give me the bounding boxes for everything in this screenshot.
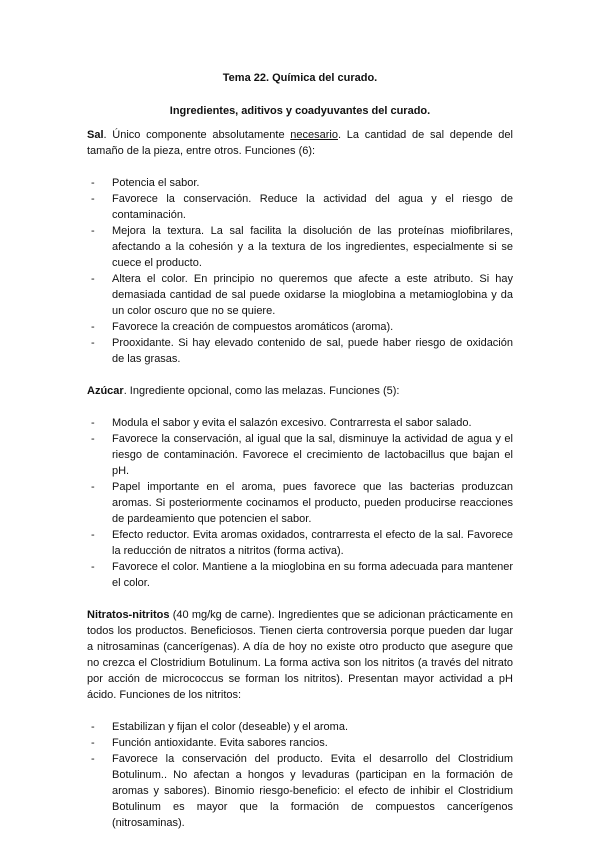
list-item-text: Estabilizan y fijan el color (deseable) y el aroma. xyxy=(112,721,349,733)
list-item xyxy=(87,751,513,831)
list-item xyxy=(87,191,513,223)
document-subtitle: Ingredientes, aditivos y coadyuvantes del curado. xyxy=(169,105,431,117)
bullet-dash: - xyxy=(91,529,95,541)
list-item xyxy=(87,479,513,527)
bullet-dash: - xyxy=(91,273,95,285)
list-item xyxy=(87,735,513,751)
list-item-text: Modula el sabor y evita el salazón excesivo. Contrarresta el sabor salado. xyxy=(112,417,472,429)
nitritos-functions-list xyxy=(87,719,513,831)
bullet-dash: - xyxy=(91,177,95,189)
list-item-text: Favorece la conservación. Reduce la actividad del agua y el riesgo de contaminación. xyxy=(112,193,513,221)
section-heading: Nitratos-nitritos xyxy=(87,609,170,621)
list-item-text: Altera el color. En principio no queremos que afecte a este atributo. Si hay demasiada cantidad de sal puede oxidarse la mioglobina a metamioglobina y da un color oscuro que no se quiere. xyxy=(112,273,513,317)
list-item xyxy=(87,223,513,271)
sal-functions-list xyxy=(87,175,513,367)
bullet-dash: - xyxy=(91,753,95,765)
section-heading: Sal xyxy=(87,129,104,141)
bullet-dash: - xyxy=(91,481,95,493)
underlined-text: necesario xyxy=(290,129,338,141)
list-item-text: Mejora la textura. La sal facilita la disolución de las proteínas miofibrilares, afectando a la cohesión y a la textura de los ingredientes, especialmente si se cuece el producto. xyxy=(112,225,513,269)
azucar-functions-list xyxy=(87,415,513,591)
intro-text: (40 mg/kg de carne). Ingredientes que se adicionan prácticamente en todos los productos. Beneficiosos. Tienen cierta controversia porque pueden dar lugar a nitrosaminas (cancerígenas). A día de hoy no existe otro producto que asegure que no crezca el Clostridium Botulinum. La forma activa son los nitritos (a través del nitrato por acción de micrococcus se forman los nitritos). Presentan mayor actividad a pH ácido. Funciones de los nitritos: xyxy=(87,609,513,701)
bullet-dash: - xyxy=(91,417,95,429)
list-item xyxy=(87,527,513,559)
list-item xyxy=(87,431,513,479)
intro-text: . La cantidad de sal depende del tamaño de la pieza, entre otros. Funciones (6): xyxy=(87,129,513,157)
list-item xyxy=(87,175,513,191)
list-item-text: Favorece el color. Mantiene a la mioglobina en su forma adecuada para mantener el color. xyxy=(112,561,513,589)
list-item xyxy=(87,559,513,591)
bullet-dash: - xyxy=(91,225,95,237)
document-title: Tema 22. Química del curado. xyxy=(222,72,378,84)
list-item-text: Papel importante en el aroma, pues favorece que las bacterias produzcan aromas. Si posteriormente cocinamos el producto, pueden producirse reacciones de pardeamiento que potencien el sabor. xyxy=(112,481,513,525)
list-item-text: Función antioxidante. Evita sabores rancios. xyxy=(112,737,328,749)
section-heading: Azúcar xyxy=(87,385,124,397)
section-sal-intro xyxy=(87,127,513,159)
list-item xyxy=(87,335,513,367)
list-item xyxy=(87,319,513,335)
list-item-text: Potencia el sabor. xyxy=(112,177,200,189)
list-item-text: Favorece la conservación del producto. Evita el desarrollo del Clostridium Botulinum.. No afectan a hongos y levaduras (participan en la formación de aromas y sabores). Binomio riesgo-beneficio: el efecto de inhibir el Clostridium Botulinum es mayor que la formación de compuestos cancerígenos (nitrosaminas). xyxy=(112,753,513,829)
bullet-dash: - xyxy=(91,737,95,749)
intro-text: . Ingrediente opcional, como las melazas. Funciones (5): xyxy=(123,385,400,397)
bullet-dash: - xyxy=(91,561,95,573)
bullet-dash: - xyxy=(91,433,95,445)
bullet-dash: - xyxy=(91,193,95,205)
list-item-text: Prooxidante. Si hay elevado contenido de sal, puede haber riesgo de oxidación de las grasas. xyxy=(112,337,513,365)
list-item-text: Favorece la conservación, al igual que la sal, disminuye la actividad de agua y el riesgo de contaminación. Favorece el crecimiento de lactobacillus que bajan el pH. xyxy=(112,433,513,477)
list-item xyxy=(87,415,513,431)
intro-text: . Único componente absolutamente xyxy=(103,129,291,141)
bullet-dash: - xyxy=(91,321,95,333)
section-azucar-intro xyxy=(87,383,513,399)
list-item-text: Favorece la creación de compuestos aromáticos (aroma). xyxy=(112,321,394,333)
list-item-text: Efecto reductor. Evita aromas oxidados, contrarresta el efecto de la sal. Favorece la reducción de nitratos a nitritos (forma activa). xyxy=(112,529,513,557)
list-item xyxy=(87,271,513,319)
section-nitratos-intro xyxy=(87,607,513,703)
list-item xyxy=(87,719,513,735)
bullet-dash: - xyxy=(91,337,95,349)
document-page xyxy=(87,70,513,847)
bullet-dash: - xyxy=(91,721,95,733)
